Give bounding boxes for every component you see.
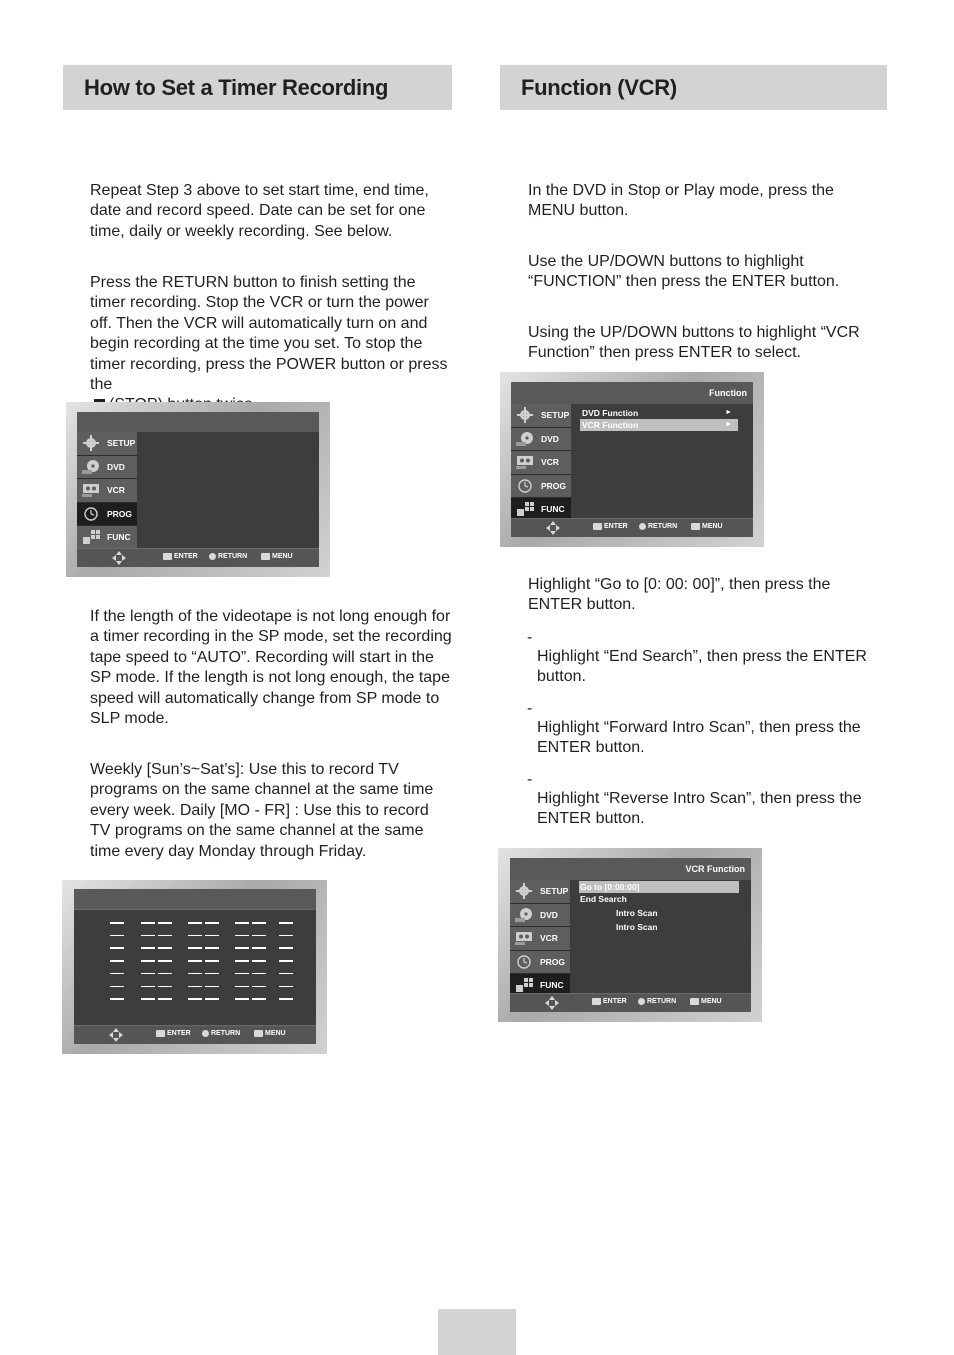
timer-placeholder-dash bbox=[205, 973, 219, 975]
timer-placeholder-dash bbox=[188, 935, 202, 937]
menu-item-reverse-intro-scan[interactable] bbox=[579, 921, 739, 935]
osd-sidebar bbox=[77, 432, 137, 550]
left-paragraph-2 bbox=[90, 273, 452, 416]
osd-top-bar bbox=[74, 889, 316, 909]
osd-sidebar-label: PROG bbox=[107, 508, 133, 519]
osd-return-label: RETURN bbox=[218, 553, 248, 560]
osd-menu-label: MENU bbox=[702, 523, 723, 530]
osd-menu-hint bbox=[690, 998, 722, 1005]
osd-sidebar-label: FUNC bbox=[107, 532, 131, 543]
osd-enter-label: ENTER bbox=[604, 523, 628, 530]
osd-sidebar-item-prog bbox=[510, 951, 570, 975]
osd-sidebar-label: FUNC bbox=[540, 980, 564, 991]
osd-title: Function bbox=[709, 388, 747, 398]
disc-icon bbox=[82, 459, 100, 475]
osd-screen-timer-list bbox=[62, 880, 327, 1054]
osd-return-label: RETURN bbox=[648, 523, 678, 530]
timer-placeholder-dash bbox=[252, 935, 266, 937]
osd-display bbox=[511, 382, 753, 537]
timer-placeholder-dash bbox=[141, 935, 155, 937]
timer-placeholder-dash bbox=[141, 973, 155, 975]
timer-placeholder-dash bbox=[235, 998, 249, 1000]
timer-placeholder-dash bbox=[205, 960, 219, 962]
play-arrow-icon: ► bbox=[725, 409, 732, 416]
menu-item-end-search[interactable] bbox=[579, 893, 739, 907]
menu-icon bbox=[690, 998, 699, 1005]
osd-sidebar-item-dvd bbox=[77, 456, 137, 480]
osd-sidebar-label: DVD bbox=[540, 909, 558, 920]
osd-enter-label: ENTER bbox=[174, 553, 198, 560]
timer-placeholder-dash bbox=[158, 986, 172, 988]
timer-placeholder-dash bbox=[205, 947, 219, 949]
osd-return-label: RETURN bbox=[647, 998, 677, 1005]
osd-sidebar-label: VCR bbox=[107, 485, 125, 496]
osd-menu-hint bbox=[261, 553, 293, 560]
osd-return-hint bbox=[639, 523, 677, 530]
timer-placeholder-dash bbox=[235, 947, 249, 949]
timer-placeholder-dash bbox=[188, 922, 202, 924]
bullet-dash: - bbox=[527, 629, 533, 646]
gear-icon bbox=[515, 883, 533, 899]
osd-screen-function bbox=[500, 372, 764, 547]
bullet-dash: - bbox=[527, 700, 533, 717]
timer-placeholder-dash bbox=[279, 922, 293, 924]
osd-enter-hint bbox=[592, 998, 627, 1005]
timer-placeholder-dash bbox=[188, 986, 202, 988]
osd-title: VCR Function bbox=[685, 864, 745, 874]
left-paragraph-2-text: Press the RETURN button to finish setting the timer recording. Stop the VCR or turn the power off. Then the VCR will automatically turn on and begin recording at the time you set. To stop the timer recording, press the POWER button or press the bbox=[90, 274, 448, 394]
osd-bottom-bar bbox=[77, 548, 319, 567]
menu-icon bbox=[261, 553, 270, 560]
timer-placeholder-dash bbox=[110, 986, 124, 988]
menu-item-label: DVD Function bbox=[582, 408, 639, 418]
left-paragraph-4: Weekly [Sun’s~Sat’s]: Use this to record TV programs on the same channel at the same time every week. Daily [MO - FR] : Use this to record TV programs on the same channel at the same time every day Monday through Friday. bbox=[90, 761, 434, 860]
osd-sidebar-item-prog bbox=[511, 475, 571, 499]
osd-sidebar-item-vcr bbox=[511, 451, 571, 475]
timer-placeholder-dash bbox=[235, 986, 249, 988]
timer-placeholder-dash bbox=[205, 935, 219, 937]
osd-top-bar bbox=[510, 858, 751, 880]
timer-placeholder-dash bbox=[235, 935, 249, 937]
timer-placeholder-dash bbox=[188, 947, 202, 949]
osd-sidebar-item-vcr bbox=[77, 479, 137, 503]
menu-item-vcr-function[interactable] bbox=[580, 419, 738, 431]
timer-placeholder-dash bbox=[279, 947, 293, 949]
function-icon bbox=[515, 977, 533, 993]
osd-bottom-bar bbox=[511, 518, 753, 537]
osd-top-bar bbox=[511, 382, 753, 404]
osd-vcr-function-menu bbox=[579, 881, 739, 935]
right-sub-paragraph-1: Highlight “End Search”, then press the ENTER button. bbox=[537, 648, 867, 686]
timer-placeholder-dash bbox=[252, 973, 266, 975]
left-section-title: How to Set a Timer Recording bbox=[84, 74, 389, 100]
right-paragraph-4: Highlight “Go to [0: 00: 00]”, then press the ENTER button. bbox=[528, 576, 831, 614]
timer-placeholder-dash bbox=[205, 998, 219, 1000]
osd-header-row bbox=[74, 909, 316, 910]
osd-sidebar-item-func bbox=[77, 526, 137, 550]
osd-sidebar-item-setup bbox=[510, 880, 570, 904]
timer-placeholder-dash bbox=[252, 960, 266, 962]
timer-placeholder-dash bbox=[235, 922, 249, 924]
osd-sidebar-label: SETUP bbox=[541, 410, 570, 420]
osd-return-hint bbox=[638, 998, 676, 1005]
enter-icon bbox=[593, 523, 602, 530]
osd-display bbox=[74, 889, 316, 1044]
osd-sidebar-item-setup bbox=[77, 432, 137, 456]
timer-placeholder-dash bbox=[235, 973, 249, 975]
return-icon bbox=[209, 553, 216, 560]
osd-enter-hint bbox=[593, 523, 628, 530]
timer-placeholder-dash bbox=[141, 922, 155, 924]
enter-icon bbox=[592, 998, 601, 1005]
timer-placeholder-dash bbox=[158, 935, 172, 937]
gear-icon bbox=[516, 407, 534, 423]
timer-placeholder-dash bbox=[235, 960, 249, 962]
menu-item-label: End Search bbox=[580, 894, 627, 904]
osd-function-menu bbox=[580, 407, 738, 431]
osd-sidebar-label: DVD bbox=[541, 433, 559, 444]
clock-icon bbox=[82, 506, 100, 522]
osd-sidebar-label: PROG bbox=[540, 956, 566, 967]
right-paragraph-1: In the DVD in Stop or Play mode, press the MENU button. bbox=[528, 182, 834, 220]
osd-menu-hint bbox=[254, 1030, 286, 1037]
osd-screen-timer-menu bbox=[66, 402, 330, 577]
timer-placeholder-dash bbox=[158, 947, 172, 949]
osd-sidebar-label: SETUP bbox=[540, 886, 569, 896]
function-icon bbox=[516, 501, 534, 517]
osd-sidebar-label: PROG bbox=[541, 480, 567, 491]
osd-menu-label: MENU bbox=[265, 1030, 286, 1037]
navigation-arrows-icon bbox=[546, 521, 560, 535]
timer-placeholder-dash bbox=[158, 998, 172, 1000]
right-paragraph-3: Using the UP/DOWN buttons to highlight “VCR Function” then press ENTER to select. bbox=[528, 324, 860, 362]
navigation-arrows-icon bbox=[109, 1028, 123, 1042]
timer-placeholder-dash bbox=[252, 947, 266, 949]
osd-display bbox=[77, 412, 319, 567]
timer-placeholder-dash bbox=[205, 922, 219, 924]
timer-placeholder-dash bbox=[188, 960, 202, 962]
timer-placeholder-dash bbox=[252, 986, 266, 988]
timer-placeholder-dash bbox=[110, 922, 124, 924]
osd-return-hint bbox=[209, 553, 247, 560]
right-section-title: Function (VCR) bbox=[521, 74, 677, 100]
disc-icon bbox=[515, 907, 533, 923]
osd-sidebar-label: VCR bbox=[540, 933, 558, 944]
timer-placeholder-dash bbox=[279, 935, 293, 937]
timer-placeholder-dash bbox=[110, 935, 124, 937]
menu-item-dvd-function[interactable] bbox=[580, 407, 738, 419]
timer-placeholder-dash bbox=[188, 973, 202, 975]
left-section-header bbox=[63, 65, 452, 110]
gear-icon bbox=[82, 435, 100, 451]
osd-sidebar-item-dvd bbox=[511, 428, 571, 452]
osd-screen-vcr-function bbox=[498, 848, 762, 1022]
cassette-icon bbox=[82, 482, 100, 498]
osd-return-hint bbox=[202, 1030, 240, 1037]
right-paragraph-2: Use the UP/DOWN buttons to highlight “FUNCTION” then press the ENTER button. bbox=[528, 253, 840, 291]
menu-item-label: Intro Scan bbox=[616, 908, 658, 918]
timer-placeholder-dash bbox=[110, 960, 124, 962]
osd-bottom-bar bbox=[74, 1025, 316, 1044]
return-icon bbox=[638, 998, 645, 1005]
osd-sidebar-label: FUNC bbox=[541, 504, 565, 515]
right-sub-paragraph-2: Highlight “Forward Intro Scan”, then press the ENTER button. bbox=[537, 719, 861, 757]
menu-icon bbox=[691, 523, 700, 530]
timer-placeholder-dash bbox=[110, 947, 124, 949]
left-paragraph-3: If the length of the videotape is not long enough for a timer recording in the SP mode, set the recording tape speed to “AUTO”. Recording will start in the SP mode. If the length is not long enough, the tape speed will automatically change from SP mode to SLP mode. bbox=[90, 608, 452, 728]
clock-icon bbox=[515, 954, 533, 970]
disc-icon bbox=[516, 431, 534, 447]
menu-icon bbox=[254, 1030, 263, 1037]
play-arrow-icon: ► bbox=[725, 421, 732, 428]
osd-sidebar-item-prog bbox=[77, 503, 137, 527]
timer-placeholder-dash bbox=[110, 973, 124, 975]
osd-sidebar bbox=[510, 880, 570, 998]
osd-enter-label: ENTER bbox=[167, 1030, 191, 1037]
timer-placeholder-dash bbox=[158, 922, 172, 924]
osd-menu-label: MENU bbox=[272, 553, 293, 560]
timer-placeholder-dash bbox=[279, 960, 293, 962]
timer-placeholder-dash bbox=[188, 998, 202, 1000]
timer-placeholder-dash bbox=[158, 960, 172, 962]
navigation-arrows-icon bbox=[112, 551, 126, 565]
timer-placeholder-dash bbox=[279, 973, 293, 975]
osd-menu-hint bbox=[691, 523, 723, 530]
left-paragraph-1: Repeat Step 3 above to set start time, end time, date and record speed. Date can be set for one time, daily or weekly recording. See below. bbox=[90, 182, 429, 240]
osd-sidebar-label: SETUP bbox=[107, 438, 136, 448]
timer-placeholder-dash bbox=[205, 986, 219, 988]
timer-placeholder-dash bbox=[252, 998, 266, 1000]
timer-placeholder-dash bbox=[279, 998, 293, 1000]
menu-item-go-to[interactable] bbox=[579, 881, 739, 893]
return-icon bbox=[639, 523, 646, 530]
enter-icon bbox=[163, 553, 172, 560]
osd-sidebar-label: DVD bbox=[107, 461, 125, 472]
timer-placeholder-dash bbox=[279, 986, 293, 988]
osd-enter-label: ENTER bbox=[603, 998, 627, 1005]
timer-placeholder-dash bbox=[252, 922, 266, 924]
bullet-dash: - bbox=[527, 771, 533, 788]
osd-enter-hint bbox=[163, 553, 198, 560]
osd-sidebar-item-vcr bbox=[510, 927, 570, 951]
enter-icon bbox=[156, 1030, 165, 1037]
cassette-icon bbox=[515, 930, 533, 946]
page-number-box bbox=[438, 1309, 516, 1355]
osd-display bbox=[510, 858, 751, 1012]
osd-sidebar bbox=[511, 404, 571, 522]
menu-item-label: VCR Function bbox=[582, 420, 639, 430]
osd-menu-label: MENU bbox=[701, 998, 722, 1005]
cassette-icon bbox=[516, 454, 534, 470]
osd-sidebar-label: VCR bbox=[541, 457, 559, 468]
osd-sidebar-item-dvd bbox=[510, 904, 570, 928]
timer-placeholder-dash bbox=[141, 960, 155, 962]
right-section-header bbox=[500, 65, 887, 110]
right-sub-paragraph-3: Highlight “Reverse Intro Scan”, then press the ENTER button. bbox=[537, 790, 862, 828]
osd-top-bar bbox=[77, 412, 319, 432]
function-icon bbox=[82, 529, 100, 545]
osd-sidebar-item-setup bbox=[511, 404, 571, 428]
timer-placeholder-dash bbox=[158, 973, 172, 975]
timer-placeholder-dash bbox=[141, 998, 155, 1000]
menu-item-forward-intro-scan[interactable] bbox=[579, 907, 739, 921]
navigation-arrows-icon bbox=[545, 996, 559, 1010]
menu-item-label: Intro Scan bbox=[616, 922, 658, 932]
menu-item-label: Go to [0:00:00] bbox=[580, 882, 640, 892]
osd-return-label: RETURN bbox=[211, 1030, 241, 1037]
timer-placeholder-dash bbox=[141, 986, 155, 988]
timer-placeholder-dash bbox=[110, 998, 124, 1000]
clock-icon bbox=[516, 478, 534, 494]
osd-enter-hint bbox=[156, 1030, 191, 1037]
return-icon bbox=[202, 1030, 209, 1037]
osd-bottom-bar bbox=[510, 993, 751, 1012]
timer-placeholder-dash bbox=[141, 947, 155, 949]
